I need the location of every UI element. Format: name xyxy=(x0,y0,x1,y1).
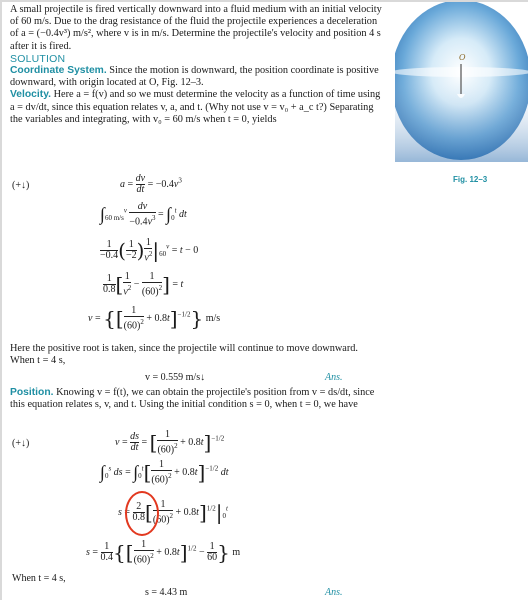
sign-convention-2: (+↓) xyxy=(12,438,30,449)
text-column xyxy=(10,4,382,126)
fluid-figure xyxy=(395,2,528,162)
eq-accel: a = $\frac{dv}{dt}$ = $-0.4v^3$ xyxy=(120,173,182,195)
position-heading: Position. xyxy=(10,387,54,398)
page-border-left xyxy=(0,0,2,600)
when-text: When t = 4 s, xyxy=(12,573,66,584)
eq-ds-dt: v = $\frac{ds}{dt}$ = [ $\frac{1}{(60)^2}$ + 0.8t]$^{-1/2}$ xyxy=(115,429,225,456)
position-result: s = 4.43 m xyxy=(145,587,188,598)
highlight-circle xyxy=(125,491,159,536)
velocity-text: Here a = f(v) and so we must determine the velocity as a function of time using a = dv/dt, since this equation relates v, a, and t. (Why not use v = v₀ + a_c t?) Separating the variables and integrating, with v₀ = 60 m/s when t = 0, yields xyxy=(10,89,381,125)
eq-integral-s: $\int_0^s$ ds = $\int_0^t$[ $\frac{1}{(60)^2}$ + 0.8t]$^{-1/2}$ dt xyxy=(100,459,229,486)
coord-text: Since the motion is downward, the position coordinate is positive downward, with origin located at O, Fig. 12–3. xyxy=(10,65,379,89)
coord-paragraph xyxy=(10,65,382,89)
eq-s-solved: s = $\frac{1}{0.4}$ {[ $\frac{1}{(60)^2}$ + 0.8t]$^{1/2}$ − $\frac{1}{60}$ } m xyxy=(86,539,241,566)
position-text: Knowing v = f(t), we can obtain the projectile's position from v = ds/dt, since this equation relates s, v, and t. Using the initial condition s = 0, when t = 0, we have xyxy=(10,387,375,411)
eq-velocity-solved: v = {[ $\frac{1}{(60)^2}$ + 0.8t]$^{-1/2}$} m/s xyxy=(88,305,221,332)
eq-integral-v: $\int_{60 m/s}^v$ $\frac{dv}{-0.4v^3}$ = $\int_0^t$ dt xyxy=(100,201,187,228)
eq-bracket: $\frac{1}{0.8}$ [ $\frac{1}{v^2}$ − $\frac{1}{(60)^2}$ ] = t xyxy=(103,271,184,298)
velocity-heading: Velocity. xyxy=(10,89,52,101)
root-paragraph xyxy=(10,343,382,367)
problem-intro: A small projectile is fired vertically downward into a fluid medium with an initial velocity of 60 m/s. Due to the drag resistance of the fluid the projectile experiences a deceleration of a = (−0.4v³) m/s², where v is in m/s. Determine the projectile's velocity and position 4 s after it is fired. xyxy=(10,4,382,52)
origin-label: O xyxy=(459,53,466,62)
solution-heading: SOLUTION xyxy=(10,52,66,65)
velocity-paragraph xyxy=(10,89,382,126)
eq-integrated: $\frac{1}{-0.4}$ ( $\frac{1}{-2}$ ) $\frac{1}{v^2}$ $|_{60}^v = t - 0$ xyxy=(100,237,199,264)
root-text: Here the positive root is taken, since the projectile will continue to move downward. When t = 4 s, xyxy=(10,343,358,367)
figure-caption: Fig. 12–3 xyxy=(453,175,488,184)
velocity-result: v = 0.559 m/s↓ xyxy=(145,372,206,383)
ans-label-1: Ans. xyxy=(325,372,343,383)
position-paragraph xyxy=(10,387,382,411)
coord-heading: Coordinate System. xyxy=(10,65,107,77)
eq-s-integrated: s = $\frac{2}{0.8}$ [ $\frac{1}{(60)^2}$ + $0.8t]^{1/2}|_0^t$ xyxy=(118,499,228,526)
sign-convention-1: (+↓) xyxy=(12,180,30,191)
ans-label-2: Ans. xyxy=(325,587,343,598)
